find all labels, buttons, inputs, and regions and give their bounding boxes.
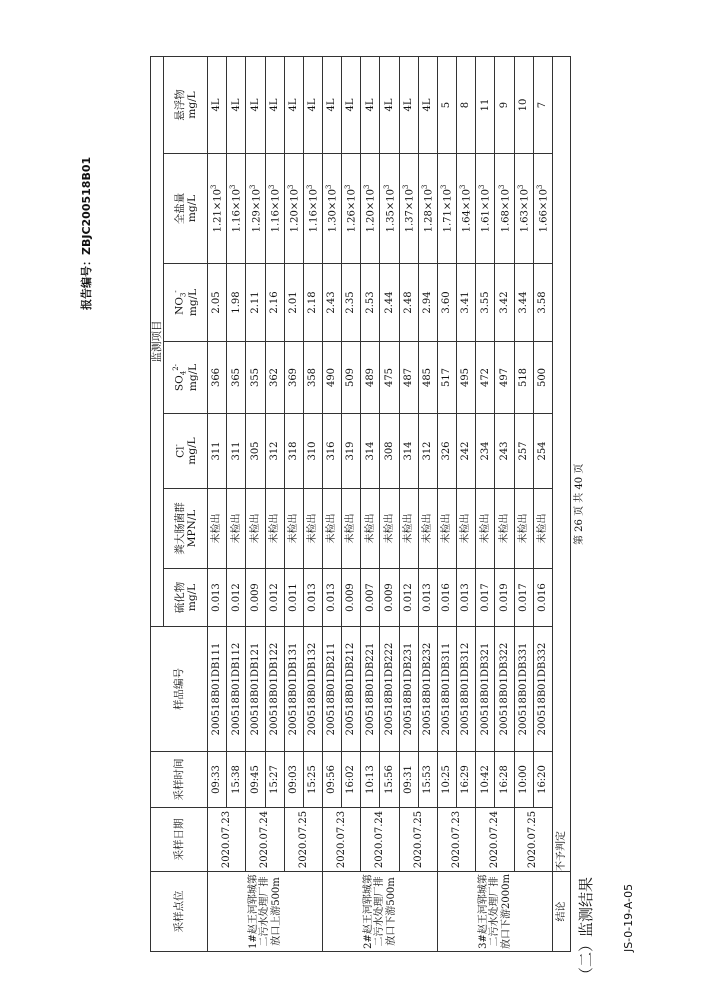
sample-id-cell: 200518B01DB132 [303, 627, 322, 752]
ss-cell: 4L [323, 56, 342, 153]
time-cell: 09:56 [323, 752, 342, 808]
nitrate-cell: 3.55 [476, 264, 495, 342]
chloride-cell: 312 [265, 414, 284, 489]
sample-id-cell: 200518B01DB231 [399, 627, 418, 752]
sulfide-cell: 0.017 [514, 569, 533, 627]
chloride-cell: 311 [208, 414, 227, 489]
tds-exponent: 3 [363, 184, 372, 190]
nitrate-cell: 3.44 [514, 264, 533, 342]
nitrate-cell: 2.18 [303, 264, 322, 342]
tds-exponent: 3 [344, 184, 353, 190]
col-nitrate-header: $NO_3^-$ mg/L [164, 264, 208, 342]
nitrate-cell: 2.94 [418, 264, 437, 342]
coliform-cell: 未检出 [514, 489, 533, 569]
time-cell: 15:38 [227, 752, 246, 808]
date-cell: 2020.07.24 [476, 808, 514, 872]
tds-mantissa: 1.29 [250, 210, 262, 233]
time-cell: 09:33 [208, 752, 227, 808]
ss-cell: 4L [361, 56, 380, 153]
tds-multiplier: ×10 [404, 189, 416, 211]
sample-id-cell: 200518B01DB311 [437, 627, 456, 752]
chloride-cell: 243 [495, 414, 514, 489]
conclusion-row [552, 56, 570, 951]
coliform-cell: 未检出 [227, 489, 246, 569]
nitrate-cell: 2.05 [208, 264, 227, 342]
tds-cell [399, 154, 418, 264]
table-body [208, 56, 571, 951]
tds-mantissa: 1.66 [538, 210, 550, 233]
date-cell: 2020.07.25 [514, 808, 552, 872]
tds-multiplier: ×10 [212, 189, 224, 211]
tds-cell [208, 154, 227, 264]
col-ss-header [164, 56, 208, 153]
tds-unit: mg/L [185, 194, 198, 223]
chloride-cell: 242 [457, 414, 476, 489]
coliform-cell: 未检出 [246, 489, 265, 569]
sulfate-cell: 495 [457, 342, 476, 414]
conclusion-value: 不予判定 [552, 56, 570, 871]
tds-multiplier: ×10 [442, 189, 454, 211]
sulfide-cell: 0.017 [476, 569, 495, 627]
sulfide-cell: 0.013 [323, 569, 342, 627]
nitrate-cell: 1.98 [227, 264, 246, 342]
tds-mantissa: 1.20 [365, 210, 377, 233]
sulfate-cell: 497 [495, 342, 514, 414]
time-cell: 16:29 [457, 752, 476, 808]
coliform-cell: 未检出 [476, 489, 495, 569]
table-row [437, 56, 456, 951]
tds-cell [342, 154, 361, 264]
date-cell: 2020.07.25 [399, 808, 437, 872]
coliform-name: 粪大肠菌群 [173, 502, 186, 555]
col-date-header: 采样日期 [151, 808, 208, 872]
col-coliform-header [164, 489, 208, 569]
sample-id-cell: 200518B01DB321 [476, 627, 495, 752]
chloride-cell: 311 [227, 414, 246, 489]
col-tds-header [164, 154, 208, 264]
tds-multiplier: ×10 [250, 189, 262, 211]
tds-exponent: 3 [516, 184, 525, 190]
tds-exponent: 3 [229, 184, 238, 190]
coliform-cell: 未检出 [495, 489, 514, 569]
col-time-header: 采样时间 [151, 752, 208, 808]
tds-mantissa: 1.21 [212, 210, 224, 233]
date-cell: 2020.07.25 [284, 808, 322, 872]
tds-mantissa: 1.28 [423, 210, 435, 233]
table-row [323, 56, 342, 951]
tds-multiplier: ×10 [423, 189, 435, 211]
site-cell: 3#赵王河郓城第二污水处理厂排放口下游2000m [437, 872, 552, 952]
sample-id-cell: 200518B01DB232 [418, 627, 437, 752]
tds-multiplier: ×10 [327, 189, 339, 211]
nitrate-cell: 3.42 [495, 264, 514, 342]
ss-cell: 4L [208, 56, 227, 153]
tds-mantissa: 1.26 [346, 210, 358, 233]
sulfide-name: 硫化物 [173, 581, 186, 614]
tds-exponent: 3 [440, 184, 449, 190]
tds-multiplier: ×10 [499, 189, 511, 211]
time-cell: 15:25 [303, 752, 322, 808]
ss-cell: 4L [284, 56, 303, 153]
tds-mantissa: 1.61 [480, 210, 492, 233]
report-number: 报告编号：ZBJC200518B01 [80, 156, 93, 310]
ss-cell: 4L [227, 56, 246, 153]
coliform-cell: 未检出 [303, 489, 322, 569]
sulfide-cell: 0.019 [495, 569, 514, 627]
tds-cell [495, 154, 514, 264]
tds-cell [533, 154, 552, 264]
tds-mantissa: 1.20 [289, 210, 301, 233]
group-header: 监测项目 [151, 56, 164, 626]
tds-cell [303, 154, 322, 264]
sulfate-cell: 489 [361, 342, 380, 414]
sulfide-cell: 0.011 [284, 569, 303, 627]
conclusion-label: 结论 [552, 872, 570, 952]
sulfide-cell: 0.007 [361, 569, 380, 627]
chloride-cell: 234 [476, 414, 495, 489]
tds-exponent: 3 [286, 184, 295, 190]
tds-cell [380, 154, 399, 264]
tds-multiplier: ×10 [384, 189, 396, 211]
sulfide-cell: 0.013 [303, 569, 322, 627]
time-cell: 10:42 [476, 752, 495, 808]
tds-exponent: 3 [478, 184, 487, 190]
ss-cell: 4L [303, 56, 322, 153]
ss-cell: 4L [418, 56, 437, 153]
tds-cell [284, 154, 303, 264]
tds-cell [265, 154, 284, 264]
coliform-cell: 未检出 [399, 489, 418, 569]
sulfate-cell: 475 [380, 342, 399, 414]
date-cell: 2020.07.23 [208, 808, 246, 872]
nitrate-cell: 2.16 [265, 264, 284, 342]
table-row [208, 56, 227, 951]
coliform-cell: 未检出 [361, 489, 380, 569]
time-cell: 10:25 [437, 752, 456, 808]
time-cell: 15:56 [380, 752, 399, 808]
sample-id-cell: 200518B01DB322 [495, 627, 514, 752]
tds-cell [246, 154, 265, 264]
sample-id-cell: 200518B01DB111 [208, 627, 227, 752]
coliform-cell: 未检出 [437, 489, 456, 569]
coliform-cell: 未检出 [380, 489, 399, 569]
ss-cell: 8 [457, 56, 476, 153]
tds-multiplier: ×10 [346, 189, 358, 211]
tds-cell [323, 154, 342, 264]
sulfate-cell: 355 [246, 342, 265, 414]
ss-cell: 4L [399, 56, 418, 153]
sulfide-cell: 0.009 [246, 569, 265, 627]
ss-cell: 4L [265, 56, 284, 153]
sample-id-cell: 200518B01DB222 [380, 627, 399, 752]
coliform-cell: 未检出 [418, 489, 437, 569]
nitrate-name: NO [173, 297, 186, 315]
doc-code: JS-0-19-A-05 [622, 883, 635, 952]
chloride-cell: 319 [342, 414, 361, 489]
tds-exponent: 3 [497, 184, 506, 190]
time-cell: 09:31 [399, 752, 418, 808]
tds-exponent: 3 [535, 184, 544, 190]
chloride-cell: 318 [284, 414, 303, 489]
nitrate-cell: 3.41 [457, 264, 476, 342]
time-cell: 16:28 [495, 752, 514, 808]
time-cell: 09:03 [284, 752, 303, 808]
sample-id-cell: 200518B01DB112 [227, 627, 246, 752]
col-site-header: 采样点位 [151, 872, 208, 952]
tds-multiplier: ×10 [289, 189, 301, 211]
sample-id-cell: 200518B01DB122 [265, 627, 284, 752]
col-chloride-header: Cl- mg/L [164, 414, 208, 489]
chloride-cell: 326 [437, 414, 456, 489]
chloride-cell: 310 [303, 414, 322, 489]
sulfate-cell: 366 [208, 342, 227, 414]
sulfate-cell: 369 [284, 342, 303, 414]
section-title: （二）监测结果 [577, 876, 595, 982]
tds-exponent: 3 [420, 184, 429, 190]
results-table [150, 56, 571, 952]
tds-mantissa: 1.64 [461, 210, 473, 233]
tds-cell [514, 154, 533, 264]
time-cell: 15:53 [418, 752, 437, 808]
tds-multiplier: ×10 [461, 189, 473, 211]
col-sulfide-header [164, 569, 208, 627]
sulfate-cell: 500 [533, 342, 552, 414]
nitrate-cell: 2.44 [380, 264, 399, 342]
sample-id-cell: 200518B01DB212 [342, 627, 361, 752]
tds-cell [457, 154, 476, 264]
tds-mantissa: 1.30 [327, 210, 339, 233]
coliform-cell: 未检出 [533, 489, 552, 569]
chloride-cell: 305 [246, 414, 265, 489]
page-footer: 第 26 页 共 40 页 [574, 463, 585, 545]
ss-cell: 5 [437, 56, 456, 153]
nitrate-cell: 2.53 [361, 264, 380, 342]
sulfate-unit: mg/L [187, 363, 200, 392]
table-row [246, 56, 265, 951]
tds-exponent: 3 [248, 184, 257, 190]
coliform-cell: 未检出 [323, 489, 342, 569]
ss-cell: 4L [380, 56, 399, 153]
ss-cell: 11 [476, 56, 495, 153]
nitrate-cell: 2.35 [342, 264, 361, 342]
site-cell: 1#赵王河郓城第二污水处理厂排放口上游500m [208, 872, 323, 952]
nitrate-cell: 3.58 [533, 264, 552, 342]
time-cell: 16:20 [533, 752, 552, 808]
sulfide-cell: 0.012 [227, 569, 246, 627]
site-cell: 2#赵王河郓城第二污水处理厂排放口下游500m [323, 872, 438, 952]
tds-mantissa: 1.63 [519, 210, 531, 233]
table-row [284, 56, 303, 951]
chloride-name: Cl [174, 446, 187, 458]
tds-mantissa: 1.16 [308, 210, 320, 233]
tds-cell [227, 154, 246, 264]
tds-exponent: 3 [401, 184, 410, 190]
ss-cell: 9 [495, 56, 514, 153]
date-cell: 2020.07.24 [246, 808, 284, 872]
ss-cell: 7 [533, 56, 552, 153]
coliform-cell: 未检出 [457, 489, 476, 569]
ss-unit: mg/L [185, 91, 198, 119]
chloride-cell: 314 [361, 414, 380, 489]
tds-cell [361, 154, 380, 264]
nitrate-cell: 3.60 [437, 264, 456, 342]
sample-id-cell: 200518B01DB331 [514, 627, 533, 752]
date-cell: 2020.07.23 [437, 808, 475, 872]
coliform-cell: 未检出 [342, 489, 361, 569]
sample-id-cell: 200518B01DB211 [323, 627, 342, 752]
coliform-cell: 未检出 [284, 489, 303, 569]
tds-multiplier: ×10 [270, 189, 282, 211]
sulfide-cell: 0.013 [457, 569, 476, 627]
sample-id-cell: 200518B01DB312 [457, 627, 476, 752]
ss-name: 悬浮物 [173, 89, 186, 121]
nitrate-cell: 2.01 [284, 264, 303, 342]
sulfate-cell: 517 [437, 342, 456, 414]
tds-cell [437, 154, 456, 264]
nitrate-cell: 2.48 [399, 264, 418, 342]
time-cell: 09:45 [246, 752, 265, 808]
ss-cell: 4L [246, 56, 265, 153]
sulfate-cell: 365 [227, 342, 246, 414]
sulfate-cell: 490 [323, 342, 342, 414]
sulfate-cell: 509 [342, 342, 361, 414]
nitrate-unit: mg/L [187, 288, 200, 317]
time-cell: 16:02 [342, 752, 361, 808]
sulfide-cell: 0.009 [342, 569, 361, 627]
tds-name: 全盐量 [173, 192, 186, 225]
chloride-unit: mg/L [186, 437, 199, 465]
tds-cell [418, 154, 437, 264]
date-cell: 2020.07.24 [361, 808, 399, 872]
coliform-cell: 未检出 [265, 489, 284, 569]
time-cell: 10:13 [361, 752, 380, 808]
time-cell: 10:00 [514, 752, 533, 808]
coliform-unit: MPN/L [185, 509, 198, 548]
chloride-cell: 257 [514, 414, 533, 489]
sample-id-cell: 200518B01DB131 [284, 627, 303, 752]
tds-exponent: 3 [267, 184, 276, 190]
sulfate-cell: 487 [399, 342, 418, 414]
table-row [514, 56, 533, 951]
sulfide-cell: 0.012 [265, 569, 284, 627]
chloride-cell: 254 [533, 414, 552, 489]
chloride-cell: 314 [399, 414, 418, 489]
nitrate-cell: 2.43 [323, 264, 342, 342]
sulfate-cell: 472 [476, 342, 495, 414]
tds-exponent: 3 [382, 184, 391, 190]
sulfate-cell: 485 [418, 342, 437, 414]
coliform-cell: 未检出 [208, 489, 227, 569]
table-row [399, 56, 418, 951]
tds-exponent: 3 [325, 184, 334, 190]
tds-cell [476, 154, 495, 264]
sulfate-cell: 518 [514, 342, 533, 414]
sample-id-cell: 200518B01DB221 [361, 627, 380, 752]
tds-exponent: 3 [306, 184, 314, 190]
time-cell: 15:27 [265, 752, 284, 808]
chloride-cell: 312 [418, 414, 437, 489]
table-row [361, 56, 380, 951]
sulfide-cell: 0.016 [533, 569, 552, 627]
tds-multiplier: ×10 [231, 189, 243, 211]
tds-exponent: 3 [459, 184, 468, 190]
tds-mantissa: 1.35 [384, 210, 396, 233]
sulfide-cell: 0.013 [418, 569, 437, 627]
sulfide-cell: 0.016 [437, 569, 456, 627]
sulfate-cell: 358 [303, 342, 322, 414]
sulfide-cell: 0.012 [399, 569, 418, 627]
tds-multiplier: ×10 [538, 189, 550, 211]
sulfide-cell: 0.013 [208, 569, 227, 627]
tds-mantissa: 1.71 [442, 210, 454, 233]
col-sample-id-header: 样品编号 [151, 627, 208, 752]
date-cell: 2020.07.23 [323, 808, 361, 872]
col-sulfate-header: $SO_4^{2-}$ mg/L [164, 342, 208, 414]
chloride-cell: 316 [323, 414, 342, 489]
ss-cell: 4L [342, 56, 361, 153]
sulfide-unit: mg/L [185, 583, 198, 612]
sample-id-cell: 200518B01DB332 [533, 627, 552, 752]
tds-multiplier: ×10 [365, 189, 377, 211]
ss-cell: 10 [514, 56, 533, 153]
table-row [476, 56, 495, 951]
sulfate-cell: 362 [265, 342, 284, 414]
tds-mantissa: 1.16 [231, 210, 243, 233]
tds-multiplier: ×10 [308, 189, 320, 211]
sample-id-cell: 200518B01DB121 [246, 627, 265, 752]
chloride-cell: 308 [380, 414, 399, 489]
sulfide-cell: 0.009 [380, 569, 399, 627]
tds-exponent: 3 [210, 184, 219, 190]
nitrate-cell: 2.11 [246, 264, 265, 342]
tds-mantissa: 1.16 [270, 210, 282, 233]
tds-multiplier: ×10 [519, 189, 531, 211]
tds-mantissa: 1.68 [499, 210, 511, 233]
tds-mantissa: 1.37 [404, 210, 416, 233]
sulfate-name: SO [173, 375, 186, 392]
tds-multiplier: ×10 [480, 189, 492, 211]
